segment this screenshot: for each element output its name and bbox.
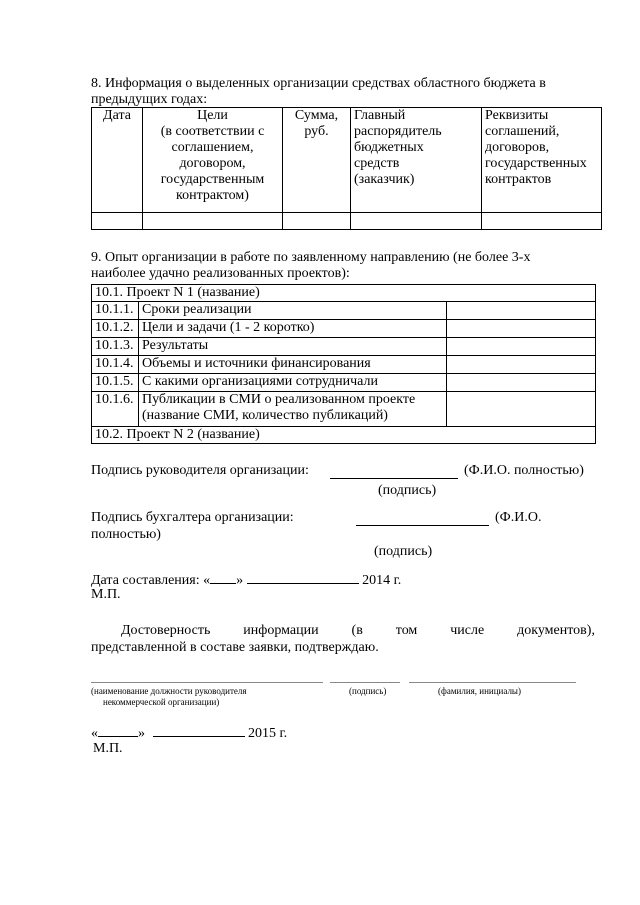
row-label: Сроки реализации (139, 302, 447, 320)
table-row (92, 302, 596, 320)
row-number: 10.1.5. (92, 374, 139, 392)
header-manager-line: распорядитель (354, 124, 442, 139)
confirm-date-day-blank[interactable] (98, 724, 138, 737)
position-line[interactable] (91, 682, 323, 683)
compile-date-day-blank[interactable] (210, 571, 236, 584)
confirm-date-close-quote: » (138, 726, 145, 741)
table-row (92, 356, 596, 374)
confirmation-word: документов), (517, 623, 595, 638)
header-details-line: государственных (485, 156, 587, 171)
row-number: 10.1.1. (92, 302, 139, 320)
row-label-line: Публикации в СМИ о реализованном проекте (142, 392, 416, 407)
row-number: 10.1.4. (92, 356, 139, 374)
row-label (139, 392, 447, 427)
signature-caption: (подпись) (349, 686, 387, 696)
header-details-line: договоров, (485, 140, 550, 155)
accountant-fio-caption: (Ф.И.О. (495, 510, 542, 525)
header-goals-line: (в соответствии с (160, 124, 265, 139)
header-goals-line: государственным (160, 172, 265, 187)
stamp-place-1: М.П. (91, 587, 121, 602)
header-details-line: Реквизиты (485, 108, 549, 123)
row-value-cell[interactable] (447, 320, 596, 338)
header-sum-line: руб. (304, 124, 329, 139)
signature-line[interactable] (330, 682, 400, 683)
head-signature-line[interactable] (330, 478, 458, 479)
header-details-line: контрактов (485, 172, 552, 187)
accountant-signature-label: Подпись бухгалтера организации: (91, 510, 294, 525)
section-8-title (91, 76, 601, 108)
confirmation-word: Достоверность (121, 623, 211, 638)
row-value-cell[interactable] (447, 392, 596, 427)
head-signature-label: Подпись руководителя организации: (91, 463, 309, 478)
project-1-row (92, 285, 596, 302)
table-row (92, 374, 596, 392)
section-9-title-line2: наиболее удачно реализованных проектов): (91, 266, 350, 281)
name-caption: (фамилия, инициалы) (438, 686, 521, 696)
empty-cell[interactable] (482, 213, 602, 230)
projects-table (91, 284, 596, 444)
section-8-title-line1: 8. Информация о выделенных организации средствах областного бюджета в (91, 76, 546, 91)
row-label-line: (название СМИ, количество публикаций) (142, 408, 388, 423)
row-number: 10.1.6. (92, 392, 139, 427)
header-manager-line: средств (354, 156, 400, 171)
confirmation-word: информации (243, 623, 319, 638)
project-2-row (92, 427, 596, 444)
head-fio-caption: (Ф.И.О. полностью) (464, 463, 584, 478)
compile-date-label: Дата составления: « (91, 573, 211, 588)
row-number: 10.1.3. (92, 338, 139, 356)
confirm-date (91, 724, 287, 742)
confirmation-word: (в (351, 623, 363, 638)
compile-date (91, 571, 401, 589)
table-row (92, 392, 596, 427)
accountant-signature-caption: (подпись) (374, 544, 433, 559)
confirm-date-open-quote: « (91, 726, 98, 741)
row-label: Объемы и источники финансирования (139, 356, 447, 374)
confirmation-line1 (121, 623, 595, 639)
row-label: С какими организациями сотрудничали (139, 374, 447, 392)
empty-cell[interactable] (92, 213, 143, 230)
header-manager-line: Главный (354, 108, 406, 123)
section-9-title-line1: 9. Опыт организации в работе по заявленному направлению (не более 3-х (91, 250, 531, 265)
row-number: 10.1.2. (92, 320, 139, 338)
accountant-signature-line[interactable] (356, 525, 489, 526)
budget-table-header-row (92, 108, 602, 213)
confirm-date-year: 2015 г. (248, 726, 288, 741)
empty-cell[interactable] (143, 213, 283, 230)
confirmation-word: том (395, 623, 418, 638)
header-goals (143, 108, 283, 213)
header-goals-line: Цели (197, 108, 228, 123)
compile-date-quote: » (236, 573, 244, 588)
header-goals-line: договором, (179, 156, 246, 171)
table-row (92, 338, 596, 356)
stamp-place-2: М.П. (93, 741, 123, 756)
header-manager-line: (заказчик) (354, 172, 415, 187)
row-label: Цели и задачи (1 - 2 коротко) (139, 320, 447, 338)
header-goals-line: контрактом) (176, 188, 249, 203)
empty-cell[interactable] (351, 213, 482, 230)
head-signature-caption: (подпись) (378, 483, 437, 498)
confirm-date-month-blank[interactable] (153, 724, 245, 737)
section-8-title-line2: предыдущих годах: (91, 92, 208, 107)
header-details-line: соглашений, (485, 124, 560, 139)
row-value-cell[interactable] (447, 374, 596, 392)
compile-date-month-blank[interactable] (247, 571, 359, 584)
position-caption-cont: некоммерческой организации) (103, 697, 220, 707)
header-sum (283, 108, 351, 213)
header-sum-line: Сумма, (294, 108, 339, 123)
project-1-title: 10.1. Проект N 1 (название) (92, 285, 596, 302)
header-date: Дата (92, 108, 143, 213)
name-line[interactable] (409, 682, 576, 683)
budget-table (91, 107, 602, 230)
position-caption: (наименование должности руководителя (91, 686, 247, 696)
row-value-cell[interactable] (447, 338, 596, 356)
table-row (92, 320, 596, 338)
confirmation-word: числе (450, 623, 485, 638)
section-9-title (91, 250, 601, 282)
row-value-cell[interactable] (447, 302, 596, 320)
confirmation-line2: представленной в составе заявки, подтверждаю. (91, 640, 379, 655)
header-goals-line: соглашением, (171, 140, 254, 155)
row-value-cell[interactable] (447, 356, 596, 374)
empty-cell[interactable] (283, 213, 351, 230)
header-details (482, 108, 602, 213)
accountant-fio-caption-cont: полностью) (91, 527, 161, 542)
compile-date-year: 2014 г. (362, 573, 402, 588)
budget-table-empty-row (92, 213, 602, 230)
header-manager (351, 108, 482, 213)
row-label: Результаты (139, 338, 447, 356)
header-manager-line: бюджетных (354, 140, 424, 155)
project-2-title: 10.2. Проект N 2 (название) (92, 427, 596, 444)
